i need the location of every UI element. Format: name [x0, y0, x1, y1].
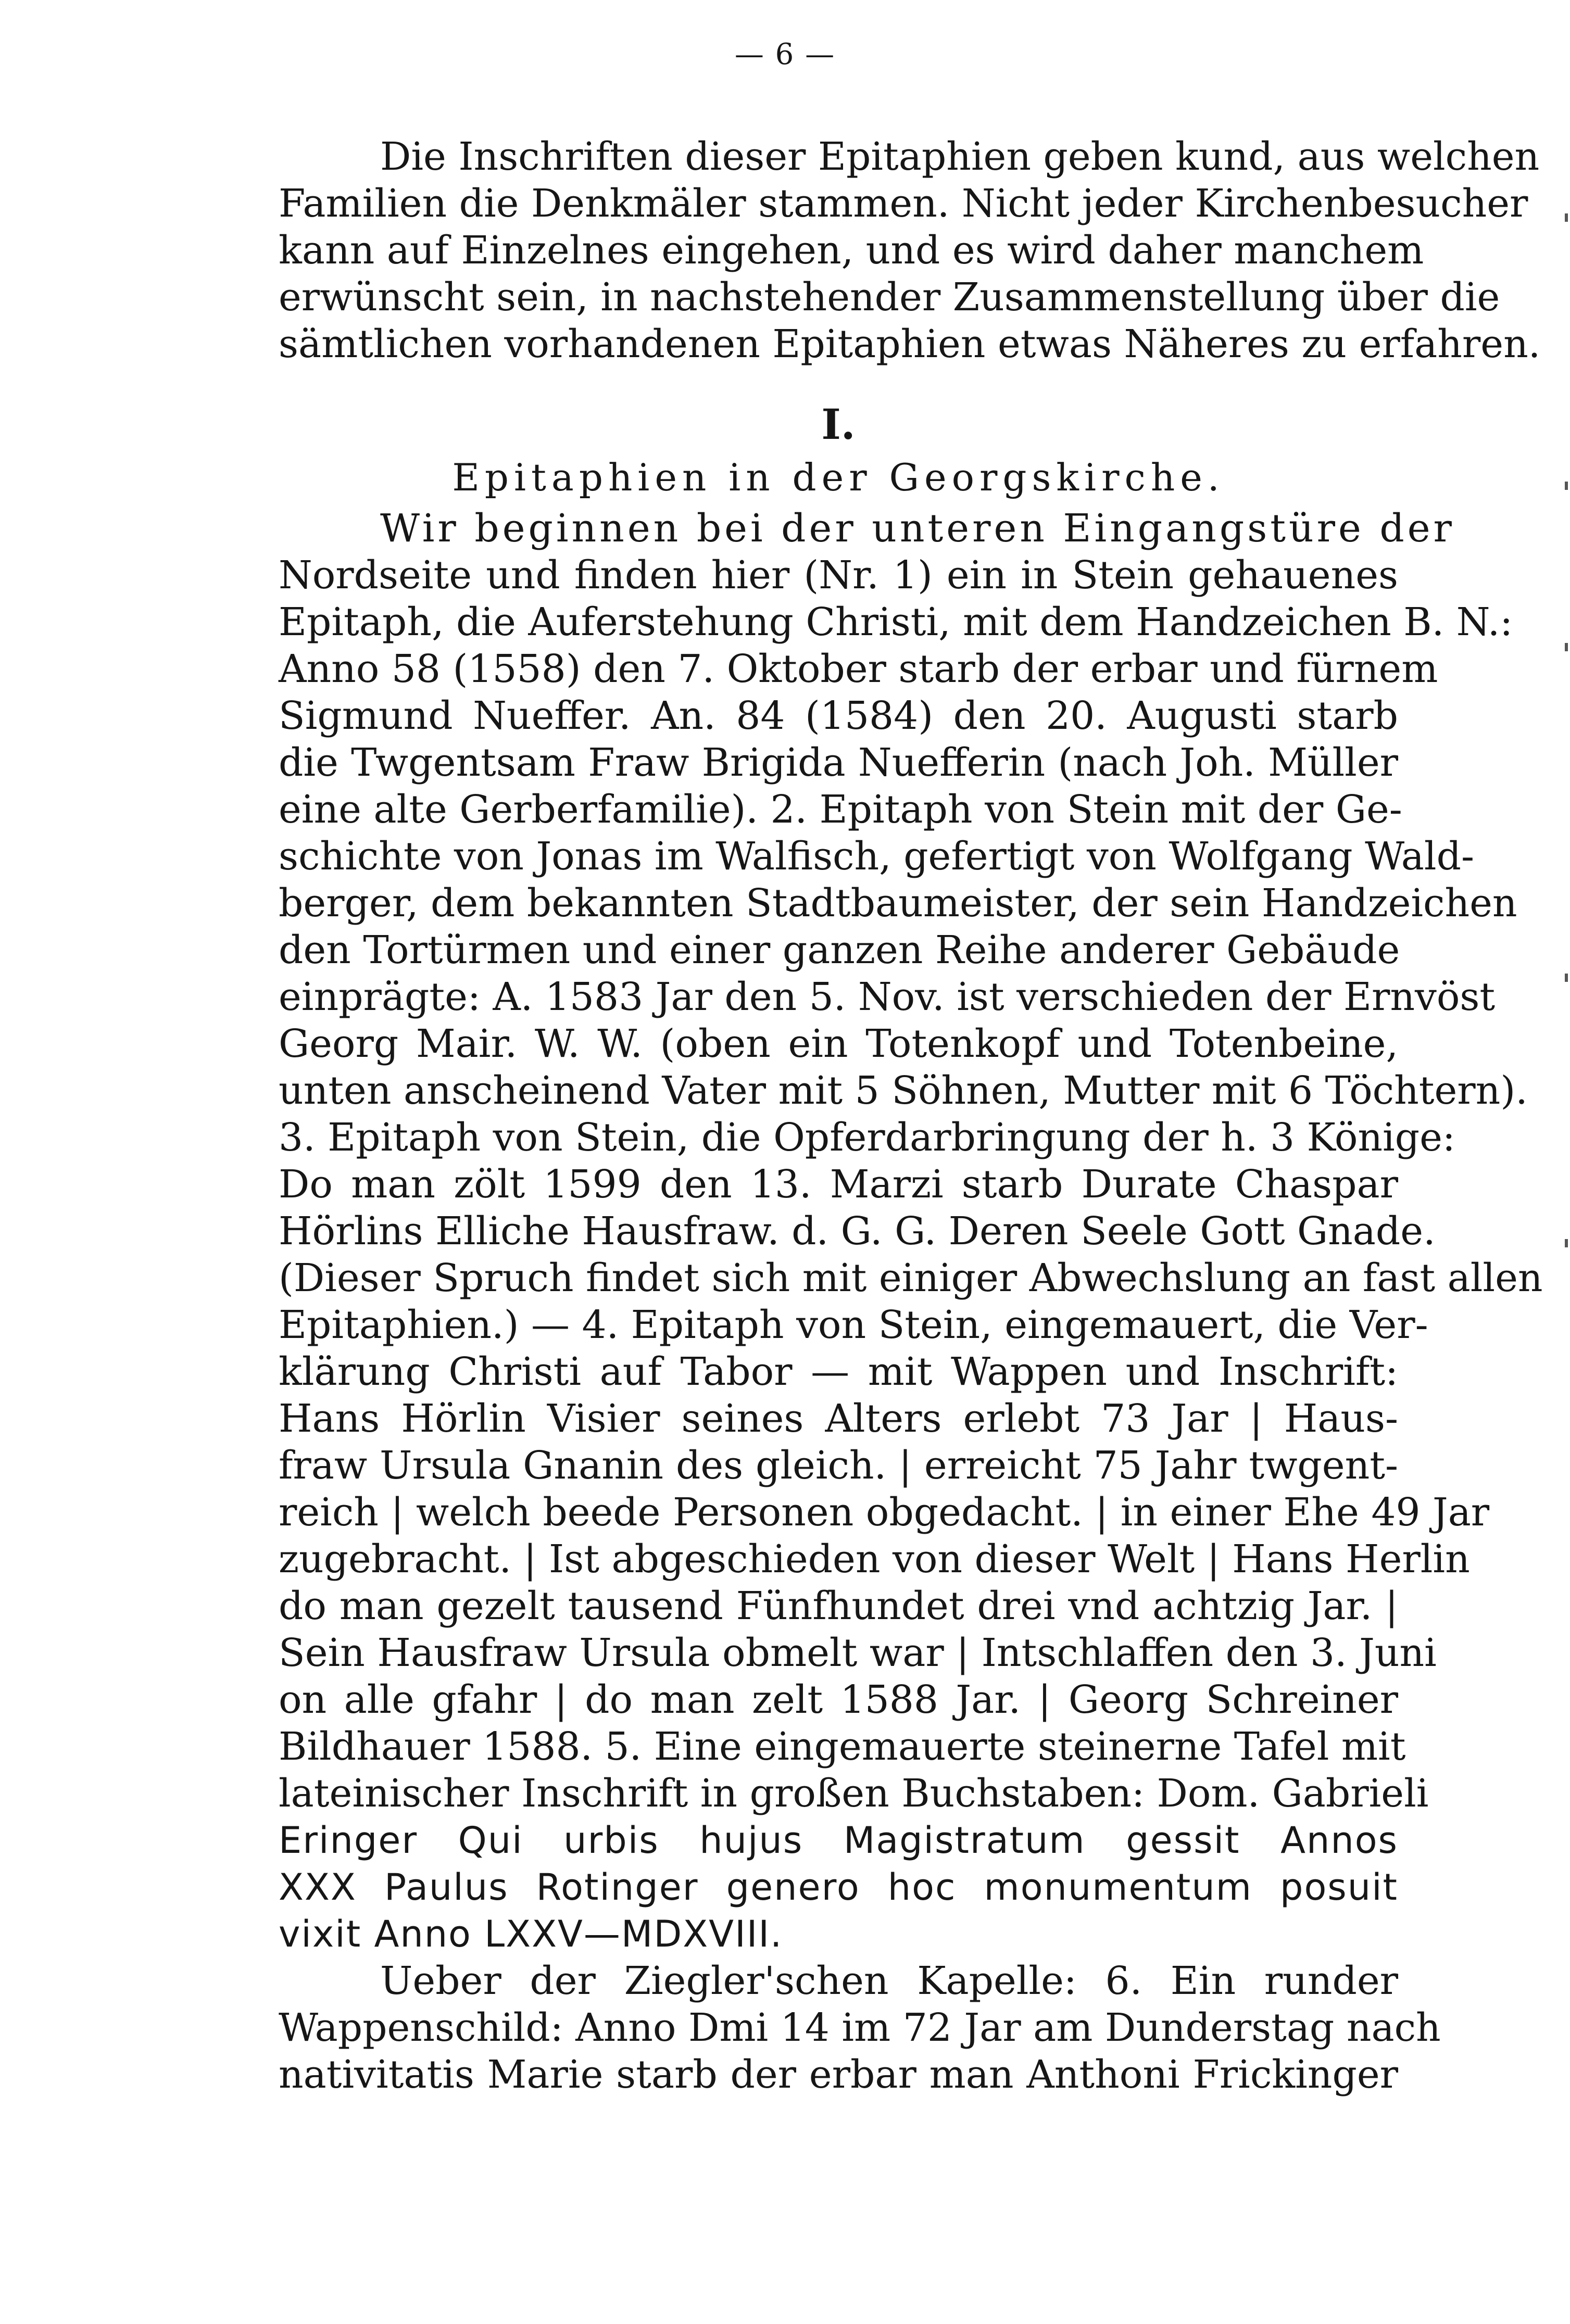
- text-line: unten anscheinend Vater mit 5 Söhnen, Mutter mit 6 Töchtern).: [279, 1068, 1528, 1113]
- text-line: Die Inschriften dieser Epitaphien geben kund, aus welchen: [380, 134, 1540, 179]
- text-line: Epitaphien.) — 4. Epitaph von Stein, eingemauert, die Ver-: [279, 1303, 1428, 1347]
- text-line: 3. Epitaph von Stein, die Opferdarbringung der h. 3 Könige:: [279, 1115, 1455, 1160]
- text-line: Sigmund Nueffer. An. 84 (1584) den 20. Augusti starb: [279, 693, 1398, 738]
- text-line: Bildhauer 1588. 5. Eine eingemauerte steinerne Tafel mit: [279, 1724, 1406, 1769]
- margin-mark: [1565, 1239, 1568, 1247]
- text-line: Anno 58 (1558) den 7. Oktober starb der erbar und fürnem: [279, 647, 1438, 691]
- text-line: schichte von Jonas im Walfisch, gefertigt von Wolfgang Wald-: [279, 834, 1474, 879]
- text-line: Do man zölt 1599 den 13. Marzi starb Durate Chaspar: [279, 1162, 1398, 1207]
- margin-mark: [1565, 482, 1568, 490]
- section-numeral: I.: [821, 400, 856, 449]
- text-line: Epitaph, die Auferstehung Christi, mit dem Handzeichen B. N.:: [279, 600, 1513, 645]
- section-heading: [279, 401, 1398, 501]
- text-line: einprägte: A. 1583 Jar den 5. Nov. ist verschieden der Ernvöst: [279, 975, 1496, 1019]
- text-line: den Tortürmen und einer ganzen Reihe anderer Gebäude: [279, 928, 1400, 972]
- epitaph-paragraph: [279, 505, 1543, 1957]
- text-line: lateinischer Inschrift in großen Buchstaben: Dom. Gabrieli: [279, 1771, 1429, 1816]
- section-title: Epitaphien in der Georgskirche.: [452, 456, 1225, 499]
- text-line: die Twgentsam Fraw Brigida Nuefferin (nach Joh. Müller: [279, 740, 1398, 785]
- text-line: nativitatis Marie starb der erbar man Anthoni Frickinger: [279, 2052, 1398, 2097]
- text-line: erwünscht sein, in nachstehender Zusammenstellung über die: [279, 275, 1500, 320]
- text-line: kann auf Einzelnes eingehen, und es wird daher manchem: [279, 228, 1424, 273]
- text-line: (Dieser Spruch findet sich mit einiger Abwechslung an fast allen: [279, 1256, 1543, 1300]
- chapel-paragraph: [279, 1957, 1441, 2098]
- margin-mark: [1565, 213, 1568, 222]
- text-line: klärung Christi auf Tabor — mit Wappen und Inschrift:: [279, 1349, 1398, 1394]
- page-number: — 6 —: [734, 37, 836, 71]
- latin-line: XXX Paulus Rotinger genero hoc monumentum posuit: [279, 1866, 1398, 1909]
- latin-line: Eringer Qui urbis hujus Magistratum gessit Annos: [279, 1819, 1398, 1862]
- text-line: reich | welch beede Personen obgedacht. | in einer Ehe 49 Jar: [279, 1490, 1490, 1535]
- text-line: do man gezelt tausend Fünfhundet drei vnd achtzig Jar. |: [279, 1584, 1398, 1628]
- text-line: sämtlichen vorhandenen Epitaphien etwas Näheres zu erfahren.: [279, 322, 1541, 367]
- text-line: berger, dem bekannten Stadtbaumeister, der sein Handzeichen: [279, 881, 1517, 926]
- margin-mark: [1565, 643, 1568, 651]
- text-line: Hans Hörlin Visier seines Alters erlebt 73 Jar | Haus-: [279, 1396, 1398, 1441]
- text-line: Georg Mair. W. W. (oben ein Totenkopf und Totenbeine,: [279, 1021, 1398, 1066]
- latin-line: vixit Anno LXXV—MDXVIII.: [279, 1913, 783, 1955]
- text-line: Hörlins Elliche Hausfraw. d. G. G. Deren Seele Gott Gnade.: [279, 1209, 1436, 1254]
- intro-paragraph: [279, 133, 1541, 368]
- text-line: on alle gfahr | do man zelt 1588 Jar. | Georg Schreiner: [279, 1677, 1398, 1722]
- text-line: zugebracht. | Ist abgeschieden von dieser Welt | Hans Herlin: [279, 1537, 1470, 1582]
- text-line: Nordseite und finden hier (Nr. 1) ein in Stein gehauenes: [279, 553, 1398, 598]
- text-line: eine alte Gerberfamilie). 2. Epitaph von Stein mit der Ge-: [279, 787, 1402, 832]
- text-line: fraw Ursula Gnanin des gleich. | erreicht 75 Jahr twgent-: [279, 1443, 1398, 1488]
- margin-mark: [1565, 974, 1568, 982]
- text-line: Wir beginnen bei der unteren Eingangstüre der: [380, 506, 1455, 551]
- text-line: Ueber der Ziegler'schen Kapelle: 6. Ein runder: [380, 1959, 1398, 2003]
- text-line: Familien die Denkmäler stammen. Nicht jeder Kirchenbesucher: [279, 181, 1528, 226]
- text-line: Wappenschild: Anno Dmi 14 im 72 Jar am Dunderstag nach: [279, 2005, 1441, 2050]
- text-line: Sein Hausfraw Ursula obmelt war | Intschlaffen den 3. Juni: [279, 1631, 1437, 1675]
